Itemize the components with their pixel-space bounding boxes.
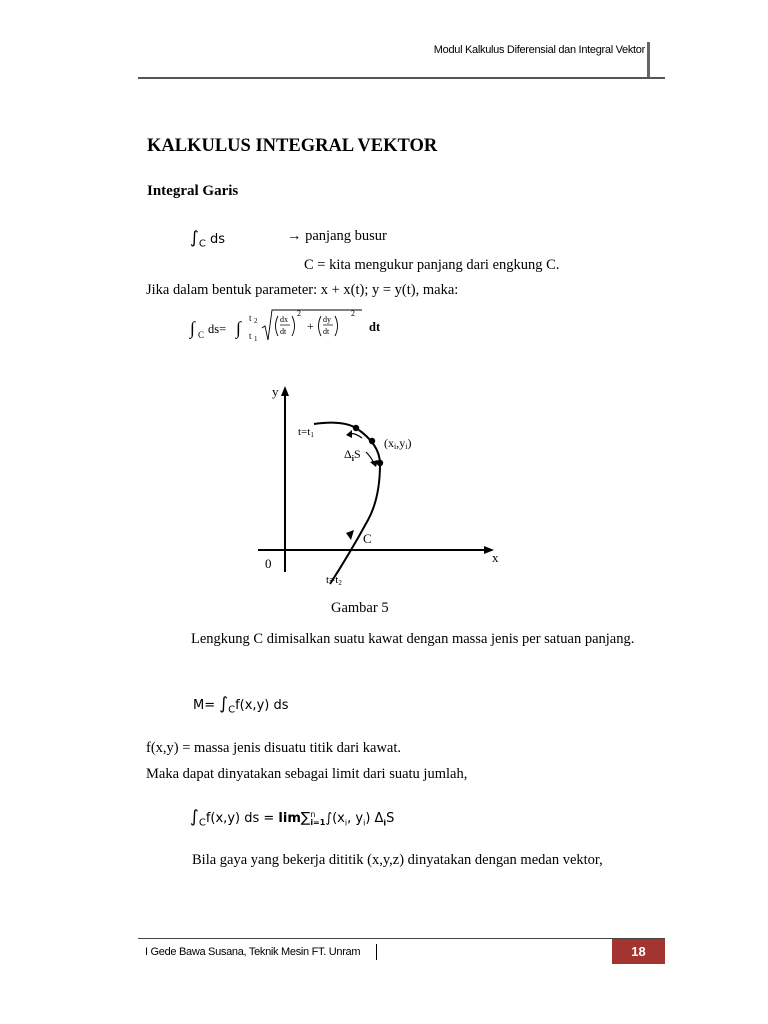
parameter-line: Jika dalam bentuk parameter: x + x(t); y = y(t), maka: [146,282,459,298]
formula-limit-sum: $\int_Cf(x,y)$ ds = lim∑n $i=1\int(x_i$, $y_i$) $\Delta_iS$ [190,807,395,829]
svg-text:+: + [307,319,314,333]
svg-text:1: 1 [254,335,258,343]
delta-arrow-up-icon [346,430,352,438]
svg-text:t: t [249,331,252,341]
vector-field-intro: Bila gaya yang bekerja dititik (x,y,z) dinyatakan dengan medan vektor, [192,852,603,868]
svg-text:dy: dy [323,315,331,324]
formula-arc-length-param [186,306,406,346]
curve-figure [250,378,510,590]
integral-sign: ∫ [190,228,199,248]
svg-text:dt: dt [323,327,330,336]
svg-text:t: t [249,313,252,323]
header-accent-bar [647,42,650,78]
svg-text:dx: dx [280,315,288,324]
delta-arrow-down-icon [370,460,378,467]
t2-label: t=t2 [326,574,342,587]
point-xi-yi [369,438,375,444]
svg-text:2: 2 [297,309,301,318]
svg-text:2: 2 [254,317,258,325]
limit-intro: Maka dapat dinyatakan sebagai limit dari suatu jumlah, [146,766,468,782]
point-label: (xi,yi) [384,436,412,451]
point-start [353,425,359,431]
x-axis-label: x [492,550,499,565]
footer-author: I Gede Bawa Susana, Teknik Mesin FT. Unram [145,946,361,958]
delta-s-label: $\Delta_iS$ [344,447,361,463]
t1-label: t=t1 [298,426,314,439]
svg-text:2: 2 [351,309,355,318]
svg-text:∫: ∫ [190,318,195,338]
svg-text:∫: ∫ [236,318,241,338]
y-axis-label: y [272,384,279,399]
density-definition: f(x,y) = massa jenis disuatu titik dari kawat. [146,740,402,756]
section-heading: Integral Garis [147,183,239,199]
svg-text:C: C [198,330,205,340]
header-rule [138,77,665,79]
curve-label: C [363,531,372,546]
formula-arc-length: $\int_C$ ds [190,228,226,250]
formula-mass: $M= \int_Cf(x,y)$ ds [193,694,289,716]
curve-definition: C = kita mengukur panjang dari engkung C. [304,257,560,273]
svg-text:dt: dt [369,320,381,334]
origin-label: 0 [265,556,272,571]
footer-separator [376,944,377,960]
paragraph-wire: Lengkung C dimisalkan suatu kawat dengan massa jenis per satuan panjang. [191,631,635,647]
page-title: KALKULUS INTEGRAL VEKTOR [147,136,438,156]
arc-length-note: → panjang busur [287,228,387,244]
running-header: Modul Kalkulus Diferensial dan Integral Vektor [433,44,645,56]
svg-text:ds=: ds= [208,322,227,336]
page-number: 18 [612,939,665,964]
curve-direction-arrow-icon [346,530,354,540]
y-axis-arrow-icon [281,386,289,396]
svg-text:dt: dt [280,327,287,336]
right-arrow-icon: → [287,228,302,244]
footer-rule [138,938,665,939]
figure-caption: Gambar 5 [331,600,389,616]
